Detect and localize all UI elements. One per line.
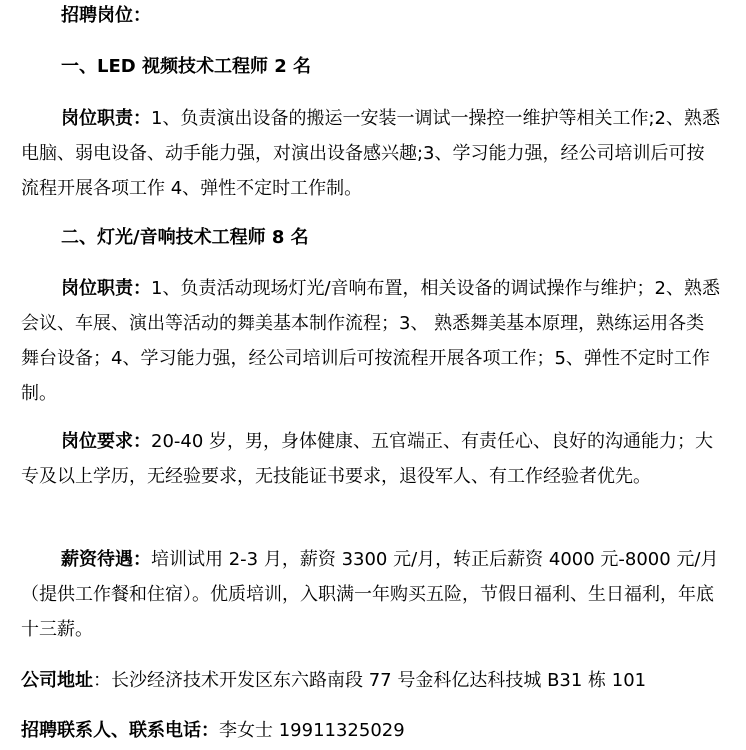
salary-text: 培训试用 2-3 月，薪资 3300 元/月，转正后薪资 4000 元-8000 元/月（提供工作餐和住宿）。优质培训，入职满一年购买五险，节假日福利、生日福利，年底十三薪。: [21, 549, 719, 640]
contact-text: 李女士 19911325029: [219, 720, 405, 741]
section-title: 招聘岗位：: [61, 5, 151, 26]
position-1-duties: [21, 101, 721, 206]
position-1-duty-text: 1、负责演出设备的搬运一安装一调试一操控一维护等相关工作;2、熟悉电脑、弱电设备、动手能力强，对演出设备感兴趣;3、学习能力强，经公司培训后可按流程开展各项工作 4、弹性不定时工作制。: [21, 108, 720, 199]
address-separator: ：: [93, 670, 111, 691]
requirements-label: 岗位要求：: [61, 431, 151, 452]
position-2-duty-text: 1、负责活动现场灯光/音响布置，相关设备的调试操作与维护；2、熟悉会议、车展、演出等活动的舞美基本制作流程；3、 熟悉舞美基本原理，熟练运用各类舞台设备；4、学习能力强，经公司培训后可按流程开展各项工作；5、弹性不定时工作制。: [21, 278, 720, 404]
position-2-duty-label: 岗位职责：: [61, 278, 151, 299]
position-2-duties: [21, 271, 721, 411]
address-line: [21, 669, 646, 693]
requirements-paragraph: [21, 424, 721, 494]
requirements-text: 20-40 岁，男，身体健康、五官端正、有责任心、良好的沟通能力；大专及以上学历，无经验要求，无技能证书要求，退役军人、有工作经验者优先。: [21, 431, 714, 487]
contact-label: 招聘联系人、联系电话：: [21, 720, 219, 741]
address-label: 公司地址: [21, 670, 93, 691]
address-text: 长沙经济技术开发区东六路南段 77 号金科亿达科技城 B31 栋 101: [111, 670, 647, 691]
position-2-heading: 二、灯光/音响技术工程师 8 名: [61, 227, 309, 248]
position-1-duty-label: 岗位职责：: [61, 108, 151, 129]
salary-label: 薪资待遇：: [61, 549, 151, 570]
position-1-heading: 一、LED 视频技术工程师 2 名: [61, 56, 312, 77]
salary-paragraph: [21, 542, 721, 647]
contact-line: [21, 719, 405, 743]
